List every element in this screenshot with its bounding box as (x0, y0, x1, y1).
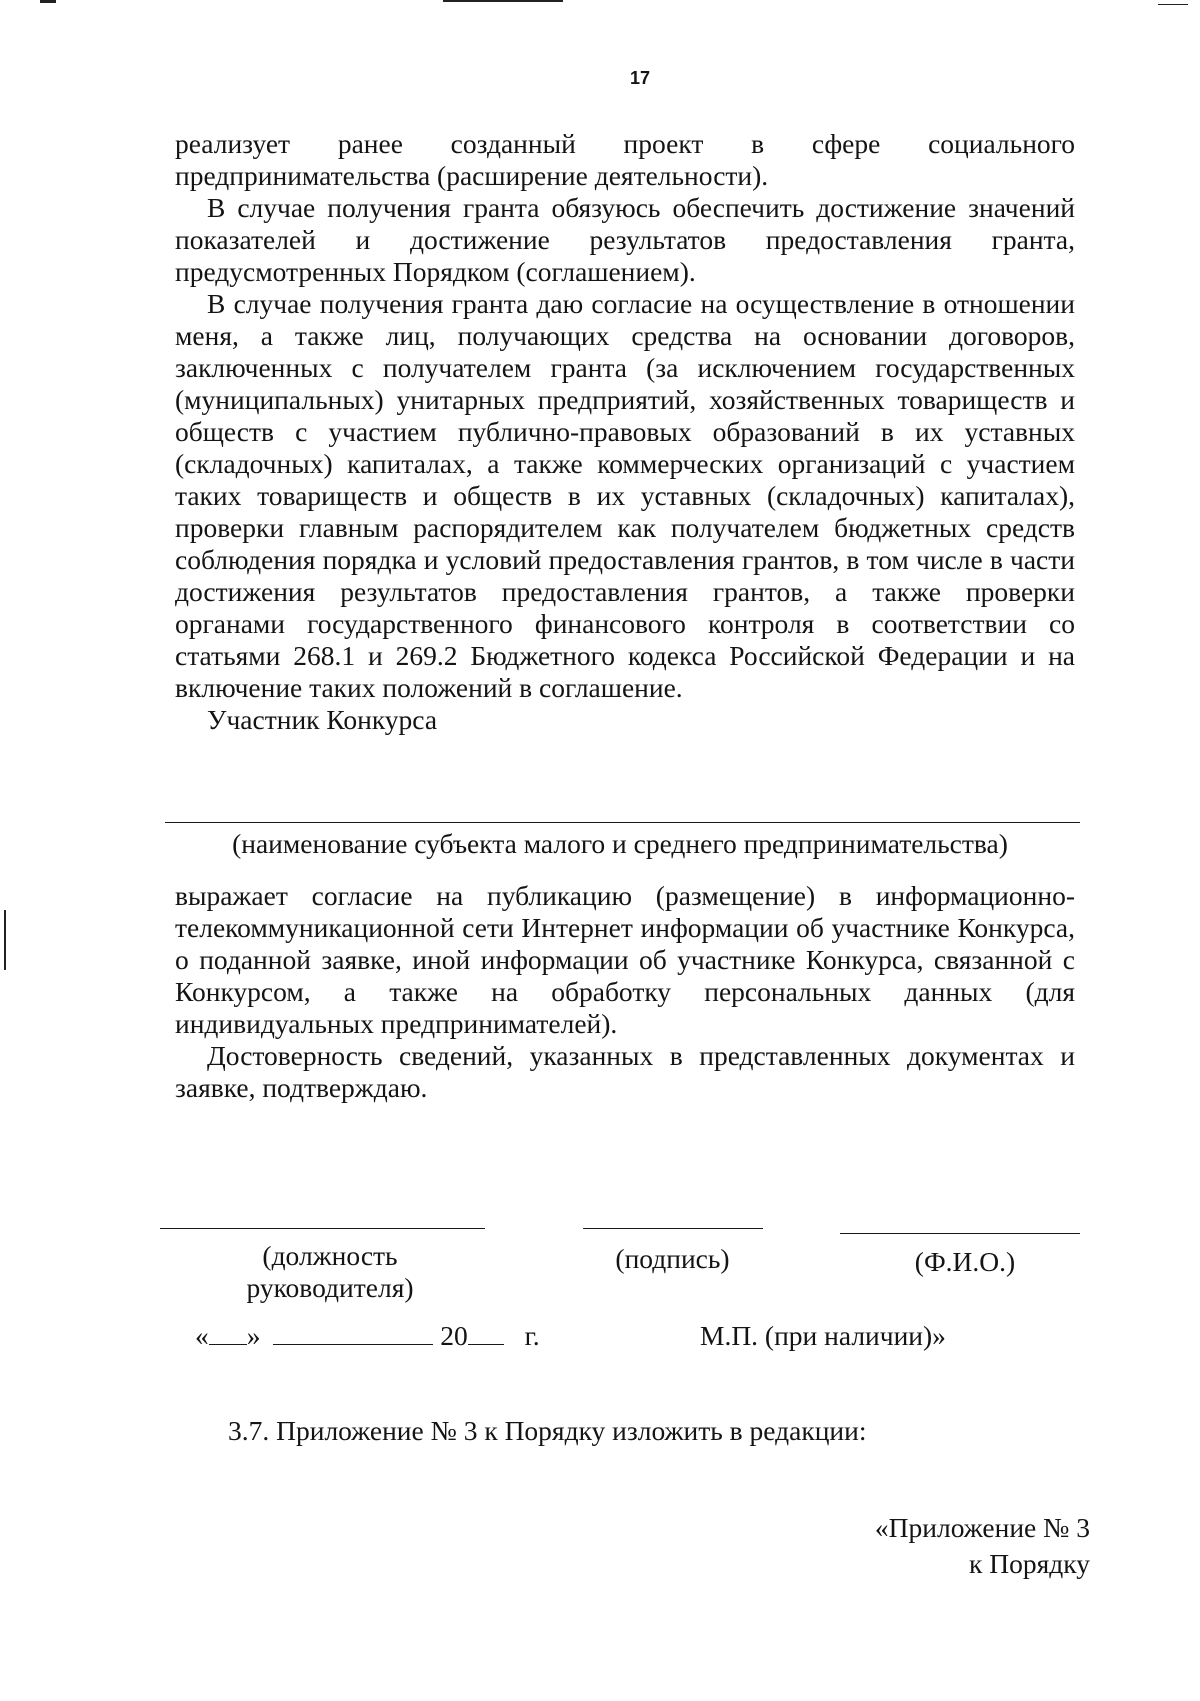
appendix-subtitle: к Порядку (969, 1548, 1090, 1579)
paragraph-accuracy: Достоверность сведений, указанных в представленных документах и заявке, подтверждаю. (175, 1040, 1075, 1103)
appendix-heading (875, 1510, 1090, 1582)
position-label-line1: (должность (262, 1240, 398, 1271)
main-text-block (175, 128, 1075, 736)
date-open-quote: « (195, 1320, 209, 1351)
position-signature-line[interactable] (160, 1228, 485, 1229)
year-suffix: г. (524, 1320, 540, 1351)
paragraph-inspection-consent: В случае получения гранта даю согласие на осуществление в отношении меня, а также лиц, получающих средства на основании договоров, заключенных с получателем гранта (за исключением государственных (муниципальных) унитарных предприятий, хозяйственных товариществ и обществ с участием публично-правовых образований в их уставных (складочных) капиталах, а также коммерческих организаций с участием таких товариществ и обществ в их уставных (складочных) капиталах), проверки главным распорядителем как получателем бюджетных средств соблюдения порядка и условий предоставления грантов, в том числе в части достижения результатов предоставления грантов, а также проверки органами государственного финансового контроля в соответствии со статьями 268.1 и 269.2 Бюджетного кодекса Российской Федерации и на включение таких положений в соглашение. (175, 288, 1075, 703)
paragraph-obligation: В случае получения гранта обязуюсь обеспечить достижение значений показателей и достижение результатов предоставления гранта, предусмотренных Порядком (соглашением). (175, 192, 1075, 287)
scan-artifact-left (40, 0, 56, 3)
signature-label: (подпись) (615, 1243, 730, 1274)
date-row (195, 1320, 540, 1352)
date-close-quote: » (246, 1320, 261, 1351)
name-label: (Ф.И.О.) (914, 1246, 1016, 1277)
paragraph-publication-consent: выражает согласие на публикацию (размещение) в информационно-телекоммуникационной сети Интернет информации об участнике Конкурса, о поданной заявке, иной информации об участнике Конкурса, связанной с Конкурсом, а также на обработку персональных данных (для индивидуальных предпринимателей). (175, 880, 1075, 1039)
signature-line[interactable] (583, 1228, 763, 1229)
scan-artifact-center (443, 0, 563, 2)
page-number: 17 (629, 68, 651, 88)
month-blank[interactable] (273, 1322, 433, 1345)
amendment-text: 3.7. Приложение № 3 к Порядку изложить в редакции: (228, 1415, 867, 1446)
subject-name-caption: (наименование субъекта малого и среднего предпринимательства) (232, 828, 1008, 859)
paragraph-project: реализует ранее созданный проект в сфере социального предпринимательства (расширение деятельности). (175, 128, 1075, 191)
name-signature-line[interactable] (840, 1233, 1080, 1234)
year-blank[interactable] (468, 1322, 504, 1345)
stamp-label: М.П. (при наличии)» (700, 1320, 946, 1351)
day-blank[interactable] (209, 1322, 247, 1345)
subject-name-line[interactable] (165, 822, 1080, 823)
scan-artifact-margin (4, 910, 6, 970)
year-prefix: 20 (440, 1320, 468, 1351)
position-label (200, 1240, 460, 1304)
participant-label: Участник Конкурса (207, 704, 438, 735)
position-label-line2: руководителя) (246, 1272, 414, 1303)
appendix-title: «Приложение № 3 (874, 1512, 1090, 1543)
consent-text-block (175, 880, 1075, 1104)
scan-artifact-right (1158, 4, 1188, 5)
